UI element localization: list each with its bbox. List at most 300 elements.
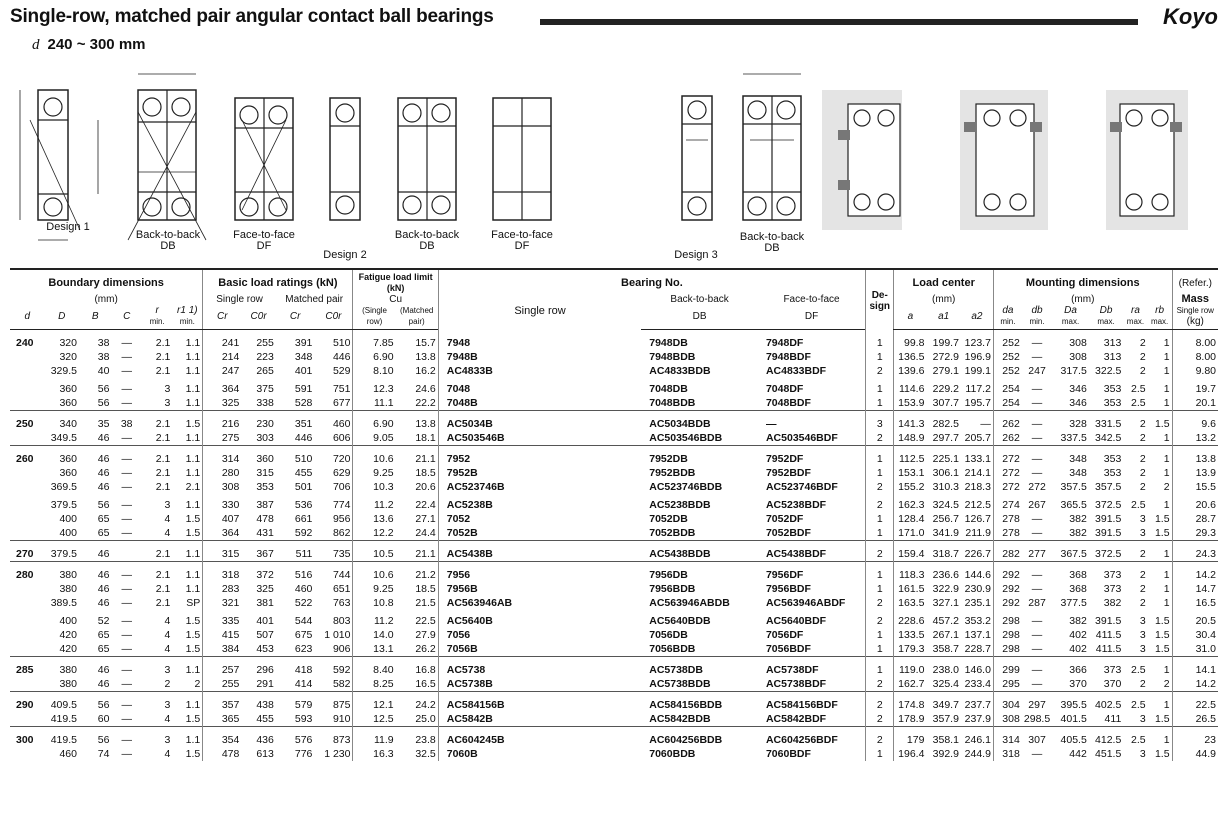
cell-mcr: 522 xyxy=(294,597,313,609)
cell-single: 7052B xyxy=(438,526,641,541)
cell-single: 7048B xyxy=(438,396,641,411)
cell-mcr: 576 xyxy=(276,727,315,748)
cell-a1: 324.5 xyxy=(932,499,959,511)
cell-cr: 364 xyxy=(203,378,242,396)
cell-B: 46 xyxy=(97,678,110,690)
cell-db: AC563946ABDB xyxy=(649,597,730,609)
cell-da: 254 xyxy=(993,378,1021,396)
cell-B: 46 xyxy=(79,541,111,562)
cell-B: 46 xyxy=(97,467,110,479)
cell-cu1: 10.5 xyxy=(353,541,396,562)
cell-mass: 20.5 xyxy=(1172,610,1218,628)
cell-mc0r: 606 xyxy=(332,432,351,444)
cell-d xyxy=(10,396,45,411)
cell-r: 3 xyxy=(142,657,172,678)
cell-Db: 451.5 xyxy=(1095,748,1122,760)
cell-mcr: 776 xyxy=(294,748,313,760)
cell-C xyxy=(111,541,141,562)
cell-df: 7948BDF xyxy=(765,351,811,363)
cell-cr: 275 xyxy=(203,431,242,446)
cell-a1: 307.7 xyxy=(932,397,959,409)
cell-mcr: 511 xyxy=(276,541,315,562)
cell-a2: 230.9 xyxy=(964,583,991,595)
cell-a2: 235.1 xyxy=(964,597,991,609)
cell-r: 4 xyxy=(164,629,171,641)
cell-da: 272 xyxy=(993,480,1021,494)
cell-r1: 1.5 xyxy=(185,643,201,655)
cell-a: 114.6 xyxy=(894,378,926,396)
cell-df: 7956DF xyxy=(758,562,866,583)
cell-da: 252 xyxy=(993,364,1021,378)
title-bar xyxy=(10,6,1218,34)
cell-a2: 246.1 xyxy=(961,727,993,748)
cell-mc0r: 529 xyxy=(332,365,351,377)
cell-mc0r: 510 xyxy=(332,337,351,349)
cell-c0r: 438 xyxy=(241,692,276,713)
cell-r: 2.1 xyxy=(155,583,171,595)
cell-ra: 2 xyxy=(1139,678,1146,690)
cell-c0r: 223 xyxy=(256,351,274,363)
hdr-face-to-face: Face-to-face xyxy=(783,294,840,305)
table-row xyxy=(10,512,1218,526)
cell-db: 7948DB xyxy=(649,337,688,349)
cell-cu1: 11.9 xyxy=(353,727,396,748)
cell-Da: 365.5 xyxy=(1060,499,1087,511)
cell-C: — xyxy=(121,748,132,760)
cell-Da: 317.5 xyxy=(1060,365,1087,377)
col-rb: rb max. xyxy=(1148,305,1172,330)
cell-r: 2.1 xyxy=(155,481,171,493)
cell-dbm: 287 xyxy=(1028,597,1046,609)
cell-d: 280 xyxy=(10,562,45,583)
cell-ra: 2.5 xyxy=(1131,397,1146,409)
cell-da: 298 xyxy=(993,628,1021,642)
cell-a2: 133.1 xyxy=(961,446,993,467)
cell-design: 2 xyxy=(866,431,894,446)
cell-db: 7048BDB xyxy=(649,397,696,409)
cell-C: — xyxy=(121,481,132,493)
design1-drawing xyxy=(20,90,98,240)
cell-rb: 1 xyxy=(1163,383,1170,395)
cell-D: 409.5 xyxy=(45,692,80,713)
cell-design: 1 xyxy=(866,628,894,642)
table-row xyxy=(10,480,1218,494)
cell-mass: 13.8 xyxy=(1172,446,1218,467)
cell-mass: 22.5 xyxy=(1172,692,1218,713)
cell-mc0r: 735 xyxy=(314,541,353,562)
cell-mcr: 591 xyxy=(294,383,313,395)
cell-design: 1 xyxy=(866,378,894,396)
cell-dbm: — xyxy=(1022,446,1052,467)
cell-cr: 325 xyxy=(203,396,242,411)
cell-D: 420 xyxy=(59,629,77,641)
cell-ra: 2 xyxy=(1139,365,1146,377)
cell-a2: 144.6 xyxy=(961,562,993,583)
cell-C: — xyxy=(121,583,132,595)
cell-db: 7056DB xyxy=(649,629,688,641)
cell-C: — xyxy=(121,351,132,363)
cell-ra: 2 xyxy=(1123,446,1147,467)
cell-ra: 3 xyxy=(1139,643,1146,655)
hdr-mass: Mass xyxy=(1172,294,1218,305)
cell-df: 7956BDF xyxy=(765,583,811,595)
col-fat-single: (Single row) xyxy=(353,305,396,330)
cell-a2: 218.3 xyxy=(964,481,991,493)
design1-db-drawing xyxy=(128,74,206,240)
cell-Db: 391.5 xyxy=(1095,527,1122,539)
cell-df: 7048BDF xyxy=(765,397,811,409)
cell-Da: 401.5 xyxy=(1060,713,1087,725)
cell-a2: 228.7 xyxy=(964,643,991,655)
hdr-fatigue: Fatigue load limit (kN) xyxy=(353,269,438,294)
cell-single: 7060B xyxy=(438,747,641,761)
cell-cu2: 18.1 xyxy=(415,432,436,444)
cell-cu1: 6.90 xyxy=(353,350,396,364)
cell-c0r: 372 xyxy=(241,562,276,583)
cell-B: 38 xyxy=(97,351,110,363)
hdr-boundary-unit: (mm) xyxy=(94,294,118,305)
cell-r1: 1.1 xyxy=(185,397,201,409)
cell-design: 2 xyxy=(866,712,894,727)
cell-cu2: 16.8 xyxy=(396,657,439,678)
cell-d xyxy=(10,526,45,541)
cell-cu1: 13.6 xyxy=(353,512,396,526)
cell-ra: 3 xyxy=(1139,629,1146,641)
cell-ra: 2 xyxy=(1139,597,1146,609)
cell-r: 4 xyxy=(164,513,171,525)
cell-d xyxy=(10,610,45,628)
cell-cu1: 8.40 xyxy=(353,657,396,678)
cell-Db: 411.5 xyxy=(1095,629,1122,641)
cell-ra: 2.5 xyxy=(1123,657,1147,678)
cell-d: 240 xyxy=(16,337,34,349)
cell-dbm: — xyxy=(1022,411,1052,432)
cell-cr: 280 xyxy=(203,466,242,480)
cell-C: — xyxy=(121,713,132,725)
hdr-design: De-sign xyxy=(866,269,894,330)
cell-r: 4 xyxy=(164,713,171,725)
cell-cu2: 22.5 xyxy=(415,615,436,627)
cell-single: 7056B xyxy=(438,642,641,657)
cell-c0r: 255 xyxy=(256,337,274,349)
cell-Db: 353 xyxy=(1103,467,1122,479)
cell-Db: 412.5 xyxy=(1089,727,1124,748)
cell-ra: 2 xyxy=(1139,583,1146,595)
cell-ra: 2 xyxy=(1139,481,1146,493)
cell-rb: 1 xyxy=(1148,657,1172,678)
cell-Da: 368 xyxy=(1069,583,1087,595)
cell-mcr: 401 xyxy=(294,365,313,377)
cell-rb: 1 xyxy=(1163,351,1170,363)
cell-mc0r: 873 xyxy=(314,727,353,748)
col-r: r min. xyxy=(142,305,172,330)
table-row xyxy=(10,582,1218,596)
cell-a1: 306.1 xyxy=(932,467,959,479)
cell-df: 7948DF xyxy=(765,337,804,349)
cell-da: 304 xyxy=(993,692,1021,713)
cell-single: 7952 xyxy=(438,446,641,467)
cell-C: — xyxy=(121,629,132,641)
mounting-drawing-1 xyxy=(822,90,902,230)
cell-rb: 1 xyxy=(1148,562,1172,583)
cell-D: 360 xyxy=(59,383,77,395)
cell-a: 112.5 xyxy=(894,446,926,467)
cell-design: 2 xyxy=(866,364,894,378)
bore-range-value: 240 ~ 300 mm xyxy=(47,36,146,53)
cell-D: 380 xyxy=(59,678,77,690)
cell-a2: 214.1 xyxy=(964,467,991,479)
cell-dbm: 267 xyxy=(1028,499,1046,511)
cell-mass: 16.5 xyxy=(1172,596,1218,610)
cell-da: 272 xyxy=(993,446,1021,467)
cell-mass: 31.0 xyxy=(1172,642,1218,657)
cell-a: 179 xyxy=(894,727,926,748)
table-row xyxy=(10,446,1218,467)
cell-a: 162.7 xyxy=(894,677,926,692)
cell-mc0r: 862 xyxy=(332,527,351,539)
cell-a: 155.2 xyxy=(894,480,926,494)
cell-rb: 1.5 xyxy=(1154,513,1170,525)
cell-dbm: — xyxy=(1022,562,1052,583)
cell-c0r: 265 xyxy=(256,365,274,377)
cell-C: — xyxy=(121,397,132,409)
cell-C: — xyxy=(121,432,132,444)
cell-dbm: — xyxy=(1031,397,1043,409)
cell-da: 272 xyxy=(993,466,1021,480)
cell-cu1: 10.6 xyxy=(353,446,396,467)
cell-cu2: 25.0 xyxy=(415,713,436,725)
cell-c0r: 367 xyxy=(241,541,276,562)
brand-logo: Koyo xyxy=(1163,4,1218,29)
cell-r1: 1.1 xyxy=(185,583,201,595)
cell-mc0r: 751 xyxy=(332,383,351,395)
cell-design: 2 xyxy=(866,541,894,562)
cell-mass: 23 xyxy=(1172,727,1218,748)
cell-mc0r: 582 xyxy=(332,678,351,690)
col-cr: Cr xyxy=(203,305,242,330)
cell-D: 389.5 xyxy=(50,597,77,609)
cell-df: AC5738BDF xyxy=(765,678,827,690)
cell-a: 159.4 xyxy=(894,541,926,562)
cell-a2: 146.0 xyxy=(961,657,993,678)
cell-cr: 335 xyxy=(203,610,242,628)
cell-db: 7048DB xyxy=(649,383,688,395)
cell-rb: 1 xyxy=(1148,446,1172,467)
cell-a1: 322.9 xyxy=(932,583,959,595)
table-row xyxy=(10,727,1218,748)
cell-da: 282 xyxy=(993,541,1021,562)
cell-mc0r: 720 xyxy=(314,446,353,467)
cell-C: — xyxy=(111,657,141,678)
hdr-bearing-no: Bearing No. xyxy=(438,269,865,294)
cell-B: 35 xyxy=(79,411,111,432)
cell-rb: 1.5 xyxy=(1154,748,1170,760)
cell-mc0r: 629 xyxy=(332,467,351,479)
cell-db: AC5738BDB xyxy=(649,678,711,690)
cell-a1: 358.7 xyxy=(932,643,959,655)
design2-db-drawing xyxy=(398,98,456,220)
cell-cr: 415 xyxy=(203,628,242,642)
cell-B: 46 xyxy=(97,481,110,493)
cell-Da: 442 xyxy=(1069,748,1087,760)
cell-da: 252 xyxy=(993,330,1021,351)
cell-df: AC503546BDF xyxy=(765,432,838,444)
cell-cu1: 8.25 xyxy=(353,677,396,692)
cell-D: 460 xyxy=(59,748,77,760)
cell-da: 298 xyxy=(993,642,1021,657)
cell-B: 56 xyxy=(97,383,110,395)
cell-r: 2.1 xyxy=(155,467,171,479)
cell-Db: 372.5 xyxy=(1095,499,1122,511)
cell-a1: 318.7 xyxy=(926,541,961,562)
cell-mc0r: 460 xyxy=(314,411,353,432)
cell-ra: 3 xyxy=(1139,513,1146,525)
cell-design: 2 xyxy=(866,610,894,628)
cell-Db: 373 xyxy=(1089,562,1124,583)
cell-cu2: 24.2 xyxy=(396,692,439,713)
cell-a1: 357.9 xyxy=(932,713,959,725)
cell-Db: 402.5 xyxy=(1089,692,1124,713)
cell-mass: 44.9 xyxy=(1172,747,1218,761)
bore-symbol: d xyxy=(32,37,40,53)
cell-r: 2.1 xyxy=(142,446,172,467)
cell-C: — xyxy=(121,615,132,627)
cell-da: 278 xyxy=(993,512,1021,526)
bearing-drawings xyxy=(10,60,1218,265)
cell-c0r: 455 xyxy=(256,713,274,725)
cell-mcr: 414 xyxy=(294,678,313,690)
cell-d xyxy=(10,512,45,526)
cell-r1: 1.5 xyxy=(172,411,202,432)
design3-db-drawing xyxy=(743,74,801,220)
cell-a: 153.1 xyxy=(894,466,926,480)
cell-cu2: 15.7 xyxy=(415,337,436,349)
cell-a1: 297.7 xyxy=(932,432,959,444)
cell-mcr: 501 xyxy=(294,481,313,493)
cell-cu2: 16.5 xyxy=(415,678,436,690)
cell-db: AC503546BDB xyxy=(649,432,723,444)
cell-D: 380 xyxy=(45,562,80,583)
cell-db: AC5738DB xyxy=(641,657,758,678)
cell-r1: 1.1 xyxy=(185,365,201,377)
cell-a1: 229.2 xyxy=(932,383,959,395)
cell-single: 7948 xyxy=(438,330,641,351)
hdr-fatigue-sym: Cu xyxy=(353,294,438,305)
cell-Db: 370 xyxy=(1103,678,1122,690)
cell-mc0r: 910 xyxy=(332,713,351,725)
cell-a: 153.9 xyxy=(894,396,926,411)
cell-cr: 318 xyxy=(203,562,242,583)
col-Da: Da max. xyxy=(1052,305,1089,330)
cell-mcr: 460 xyxy=(294,583,313,595)
cell-db: 7956DB xyxy=(641,562,758,583)
col-B: B xyxy=(79,305,111,330)
cell-df: 7060BDF xyxy=(765,748,811,760)
cell-d xyxy=(10,466,45,480)
cell-r: 3 xyxy=(164,397,171,409)
cell-Da: 337.5 xyxy=(1060,432,1087,444)
cell-C: — xyxy=(121,527,132,539)
cell-single: AC4833B xyxy=(438,364,641,378)
cell-B: 46 xyxy=(79,657,111,678)
cell-mass: 9.80 xyxy=(1172,364,1218,378)
cell-D: 320 xyxy=(59,351,77,363)
cell-cu1: 8.10 xyxy=(353,364,396,378)
cell-D: 329.5 xyxy=(50,365,77,377)
hdr-back-to-back: Back-to-back xyxy=(670,294,729,305)
cell-C: — xyxy=(121,678,132,690)
cell-rb: 1 xyxy=(1163,583,1170,595)
cell-B: 60 xyxy=(97,713,110,725)
cell-mc0r: 906 xyxy=(332,643,351,655)
cell-mass: 29.3 xyxy=(1172,526,1218,541)
hdr-boundary: Boundary dimensions xyxy=(10,269,203,294)
cell-cu2: 23.8 xyxy=(396,727,439,748)
cell-cu1: 11.2 xyxy=(353,610,396,628)
cell-a1: 341.9 xyxy=(932,527,959,539)
cell-c0r: 296 xyxy=(241,657,276,678)
cell-B: 56 xyxy=(79,692,111,713)
table-row xyxy=(10,350,1218,364)
cell-a: 141.3 xyxy=(894,411,926,432)
cell-a: 118.3 xyxy=(894,562,926,583)
cell-d xyxy=(10,480,45,494)
cell-mc0r: 744 xyxy=(314,562,353,583)
cell-a1: 279.1 xyxy=(932,365,959,377)
bore-range xyxy=(32,36,146,54)
cell-design: 2 xyxy=(866,480,894,494)
cell-rb: 1 xyxy=(1148,541,1172,562)
cell-Db: 353 xyxy=(1089,446,1124,467)
cell-r: 2.1 xyxy=(142,562,172,583)
cell-r: 2.1 xyxy=(142,541,172,562)
cell-D: 379.5 xyxy=(50,499,77,511)
cell-r1: 1.5 xyxy=(185,615,201,627)
cell-Da: 382 xyxy=(1069,527,1087,539)
cell-ra: 2 xyxy=(1123,541,1147,562)
cell-dbm: 272 xyxy=(1028,481,1046,493)
table-row xyxy=(10,562,1218,583)
cell-r1: 1.5 xyxy=(185,527,201,539)
cell-design: 2 xyxy=(866,692,894,713)
table-row xyxy=(10,364,1218,378)
cell-C: — xyxy=(111,562,141,583)
drawing-label-design1-df: Face-to-face DF xyxy=(233,229,295,252)
table-row xyxy=(10,411,1218,432)
cell-d xyxy=(10,350,45,364)
cell-c0r: 315 xyxy=(256,467,274,479)
cell-D: 400 xyxy=(59,513,77,525)
cell-cu2: 13.8 xyxy=(415,351,436,363)
cell-mcr: 455 xyxy=(294,467,313,479)
cell-dbm: 307 xyxy=(1022,727,1052,748)
cell-D: 340 xyxy=(45,411,80,432)
table-row xyxy=(10,596,1218,610)
cell-single: AC604245B xyxy=(438,727,641,748)
cell-a2: 126.7 xyxy=(964,513,991,525)
cell-Db: 353 xyxy=(1103,397,1122,409)
cell-Da: 308 xyxy=(1069,337,1087,349)
table-row xyxy=(10,642,1218,657)
cell-cu2: 21.1 xyxy=(396,541,439,562)
cell-Da: 346 xyxy=(1069,397,1087,409)
cell-mcr: 593 xyxy=(294,713,313,725)
cell-Db: 353 xyxy=(1103,383,1122,395)
cell-cu2: 24.6 xyxy=(415,383,436,395)
cell-c0r: 338 xyxy=(256,397,274,409)
cell-da: 252 xyxy=(993,350,1021,364)
cell-rb: 1 xyxy=(1163,337,1170,349)
